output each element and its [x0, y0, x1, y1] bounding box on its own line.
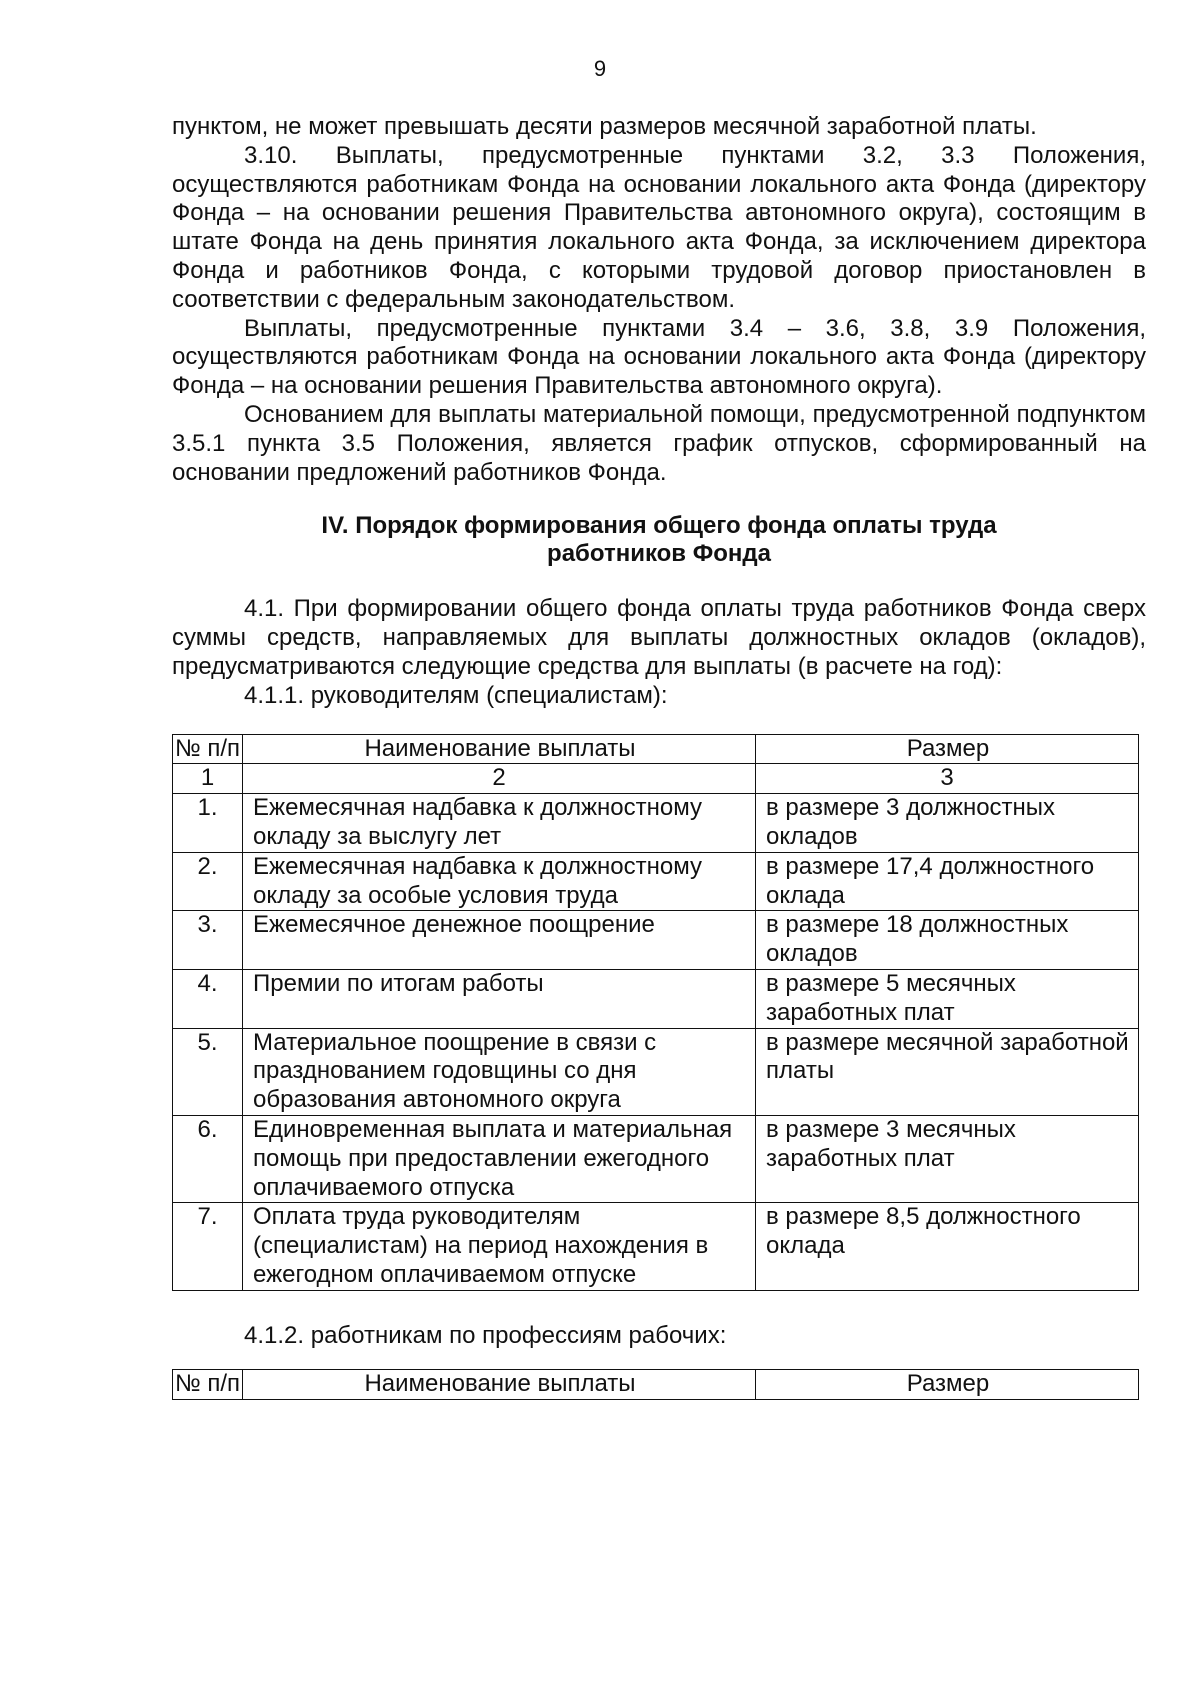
- payment-name: Ежемесячная надбавка к должностному окладу за особые условия труда: [243, 852, 756, 911]
- header-cell: Размер: [756, 1370, 1139, 1400]
- row-number: 6.: [173, 1115, 243, 1202]
- table-row: [173, 1028, 1139, 1115]
- row-number: 1.: [173, 794, 243, 853]
- section-title-line: IV. Порядок формирования общего фонда оплаты труда: [321, 512, 997, 540]
- payment-size: в размере 17,4 должностного оклада: [756, 852, 1139, 911]
- table-row: [173, 969, 1139, 1028]
- payment-size: в размере 18 должностных окладов: [756, 911, 1139, 970]
- payment-name: Ежемесячная надбавка к должностному окладу за выслугу лет: [243, 794, 756, 853]
- document-body: [172, 113, 1146, 1400]
- paragraph: 4.1. При формировании общего фонда оплаты труда работников Фонда сверх суммы средств, направляемых для выплаты должностных окладов (окладов), предусматриваются следующие средства для выплаты (в расчете на год):: [172, 595, 1146, 680]
- index-cell: 3: [756, 764, 1139, 794]
- index-cell: 2: [243, 764, 756, 794]
- payment-name: Единовременная выплата и материальная помощь при предоставлении ежегодного оплачиваемого отпуска: [243, 1115, 756, 1202]
- row-number: 7.: [173, 1203, 243, 1290]
- row-number: 5.: [173, 1028, 243, 1115]
- header-cell: № п/п: [173, 734, 243, 764]
- table-row: [173, 911, 1139, 970]
- row-number: 2.: [173, 852, 243, 911]
- section-title-line: работников Фонда: [547, 540, 771, 568]
- table-header-row: [173, 1370, 1139, 1400]
- index-cell: 1: [173, 764, 243, 794]
- row-number: 3.: [173, 911, 243, 970]
- table-row: [173, 1115, 1139, 1202]
- payment-size: в размере 5 месячных заработных плат: [756, 969, 1139, 1028]
- payment-size: в размере 3 месячных заработных плат: [756, 1115, 1139, 1202]
- header-cell: Наименование выплаты: [243, 1370, 756, 1400]
- payment-name: Материальное поощрение в связи с празднованием годовщины со дня образования автономного округа: [243, 1028, 756, 1115]
- payment-size: в размере 8,5 должностного оклада: [756, 1203, 1139, 1290]
- payment-name: Ежемесячное денежное поощрение: [243, 911, 756, 970]
- table-row: [173, 1203, 1139, 1290]
- paragraph: Выплаты, предусмотренные пунктами 3.4 – 3.6, 3.8, 3.9 Положения, осуществляются работникам Фонда на основании локального акта Фонда (директору Фонда – на основании решения Правительства автономного округа).: [172, 314, 1146, 400]
- paragraph: пунктом, не может превышать десяти размеров месячной заработной платы.: [172, 113, 1037, 140]
- payment-name: Оплата труда руководителям (специалистам) на период нахождения в ежегодном оплачиваемом отпуске: [243, 1203, 756, 1290]
- subheading: 4.1.2. работникам по профессиям рабочих:: [244, 1321, 727, 1349]
- table-header-row: [173, 734, 1139, 764]
- table-row: [173, 852, 1139, 911]
- payment-size: в размере месячной заработной платы: [756, 1028, 1139, 1115]
- table-row: [173, 794, 1139, 853]
- payment-name: Премии по итогам работы: [243, 969, 756, 1028]
- header-cell: Наименование выплаты: [243, 734, 756, 764]
- table-index-row: [173, 764, 1139, 794]
- subheading: 4.1.1. руководителям (специалистам):: [244, 681, 668, 709]
- header-cell: № п/п: [173, 1370, 243, 1400]
- payments-table-managers: [172, 734, 1139, 1291]
- row-number: 4.: [173, 969, 243, 1028]
- payment-size: в размере 3 должностных окладов: [756, 794, 1139, 853]
- payments-table-workers: [172, 1369, 1139, 1400]
- page-number: 9: [593, 56, 607, 81]
- paragraph: Основанием для выплаты материальной помощи, предусмотренной подпунктом 3.5.1 пункта 3.5 Положения, является график отпусков, сформированный на основании предложений работников Фонда.: [172, 400, 1146, 486]
- paragraph: 3.10. Выплаты, предусмотренные пунктами 3.2, 3.3 Положения, осуществляются работникам Фонда на основании локального акта Фонда (директору Фонда – на основании решения Правительства автономного округа), состоящим в штате Фонда на день принятия локального акта Фонда, за исключением директора Фонда и работников Фонда, с которыми трудовой договор приостановлен в соответствии с федеральным законодательством.: [172, 141, 1146, 313]
- header-cell: Размер: [756, 734, 1139, 764]
- section-title: [172, 512, 1146, 568]
